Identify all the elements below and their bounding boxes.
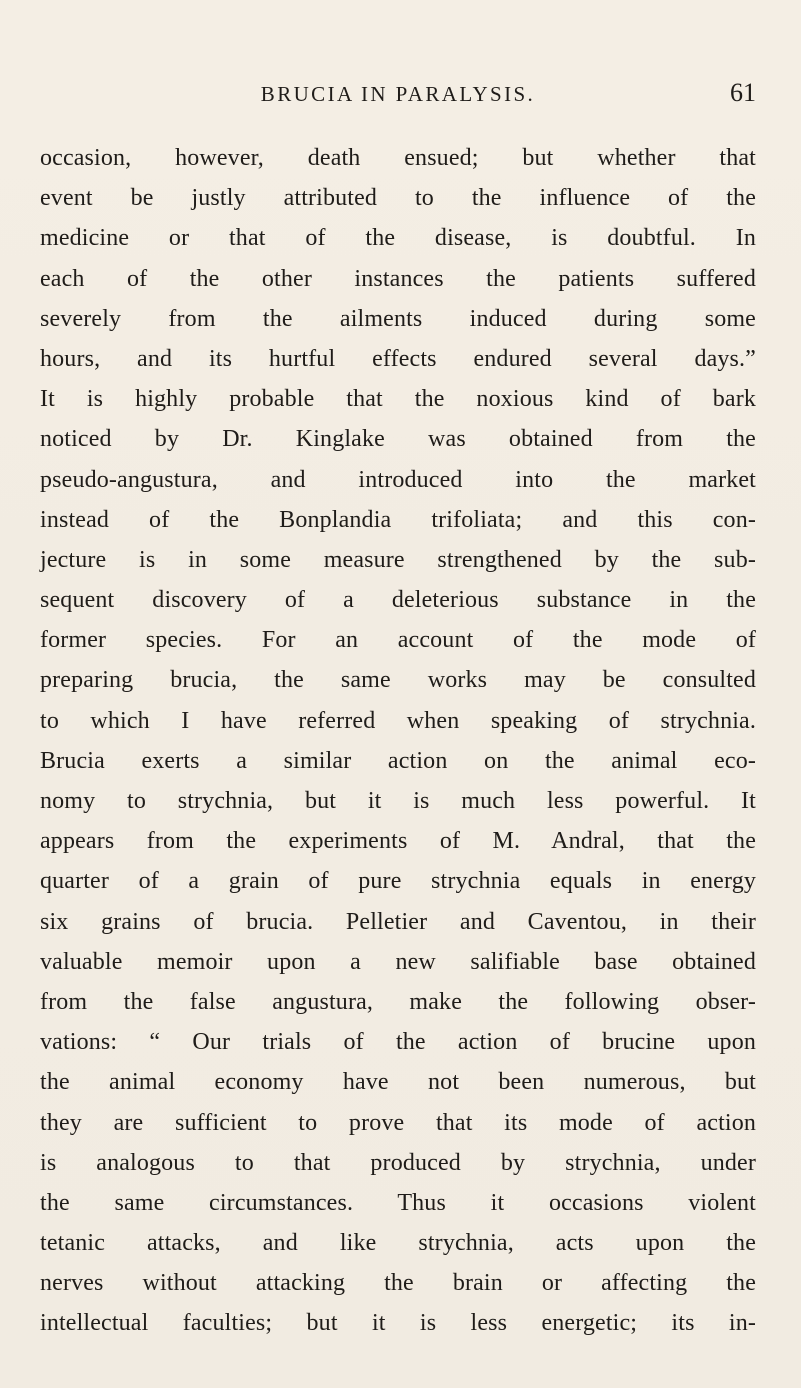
text-line: jecture is in some measure strengthened by the sub- xyxy=(40,546,756,573)
text-line: each of the other instances the patients suffered xyxy=(40,265,756,292)
text-line: former species. For an account of the mode of xyxy=(40,627,756,654)
text-line: It is highly probable that the noxious kind of bark xyxy=(40,386,756,413)
text-line: occasion, however, death ensued; but whether that xyxy=(40,145,756,171)
text-line: is analogous to that produced by strychnia, under xyxy=(40,1149,756,1176)
text-line: instead of the Bonplandia trifoliata; and this con- xyxy=(40,506,756,533)
text-line: appears from the experiments of M. Andral, that the xyxy=(40,828,756,855)
text-line: from the false angustura, make the following obser- xyxy=(40,988,756,1015)
text-line: the animal economy have not been numerous, but xyxy=(40,1069,756,1096)
running-title: BRUCIA IN PARALYSIS. xyxy=(260,82,536,106)
page-number: 61 xyxy=(730,78,756,107)
text-line: six grains of brucia. Pelletier and Caventou, in their xyxy=(40,908,756,935)
text-line: event be justly attributed to the influence of the xyxy=(40,185,756,212)
running-head xyxy=(40,78,756,116)
text-line: they are sufficient to prove that its mode of action xyxy=(40,1109,756,1136)
text-line: intellectual faculties; but it is less energetic; its in- xyxy=(40,1310,756,1337)
text-line: noticed by Dr. Kinglake was obtained from the xyxy=(40,426,756,453)
text-line: medicine or that of the disease, is doubtful. In xyxy=(40,225,756,252)
text-line: nerves without attacking the brain or affecting the xyxy=(40,1270,756,1297)
text-line: sequent discovery of a deleterious substance in the xyxy=(40,587,756,614)
text-line: to which I have referred when speaking of strychnia. xyxy=(40,707,756,734)
text-line: valuable memoir upon a new salifiable base obtained xyxy=(40,948,756,975)
text-line: vations: “ Our trials of the action of brucine upon xyxy=(40,1029,756,1056)
text-line: hours, and its hurtful effects endured several days.” xyxy=(40,345,756,372)
text-line: pseudo-angustura, and introduced into the market xyxy=(40,466,756,493)
text-line: Brucia exerts a similar action on the animal eco- xyxy=(40,747,756,774)
text-line: severely from the ailments induced during some xyxy=(40,305,756,332)
text-line: the same circumstances. Thus it occasions violent xyxy=(40,1189,756,1216)
text-line: quarter of a grain of pure strychnia equals in energy xyxy=(40,868,756,895)
text-line: nomy to strychnia, but it is much less powerful. It xyxy=(40,788,756,814)
text-line: preparing brucia, the same works may be consulted xyxy=(40,667,756,694)
body-text xyxy=(40,138,756,1344)
text-line: tetanic attacks, and like strychnia, acts upon the xyxy=(40,1230,756,1257)
